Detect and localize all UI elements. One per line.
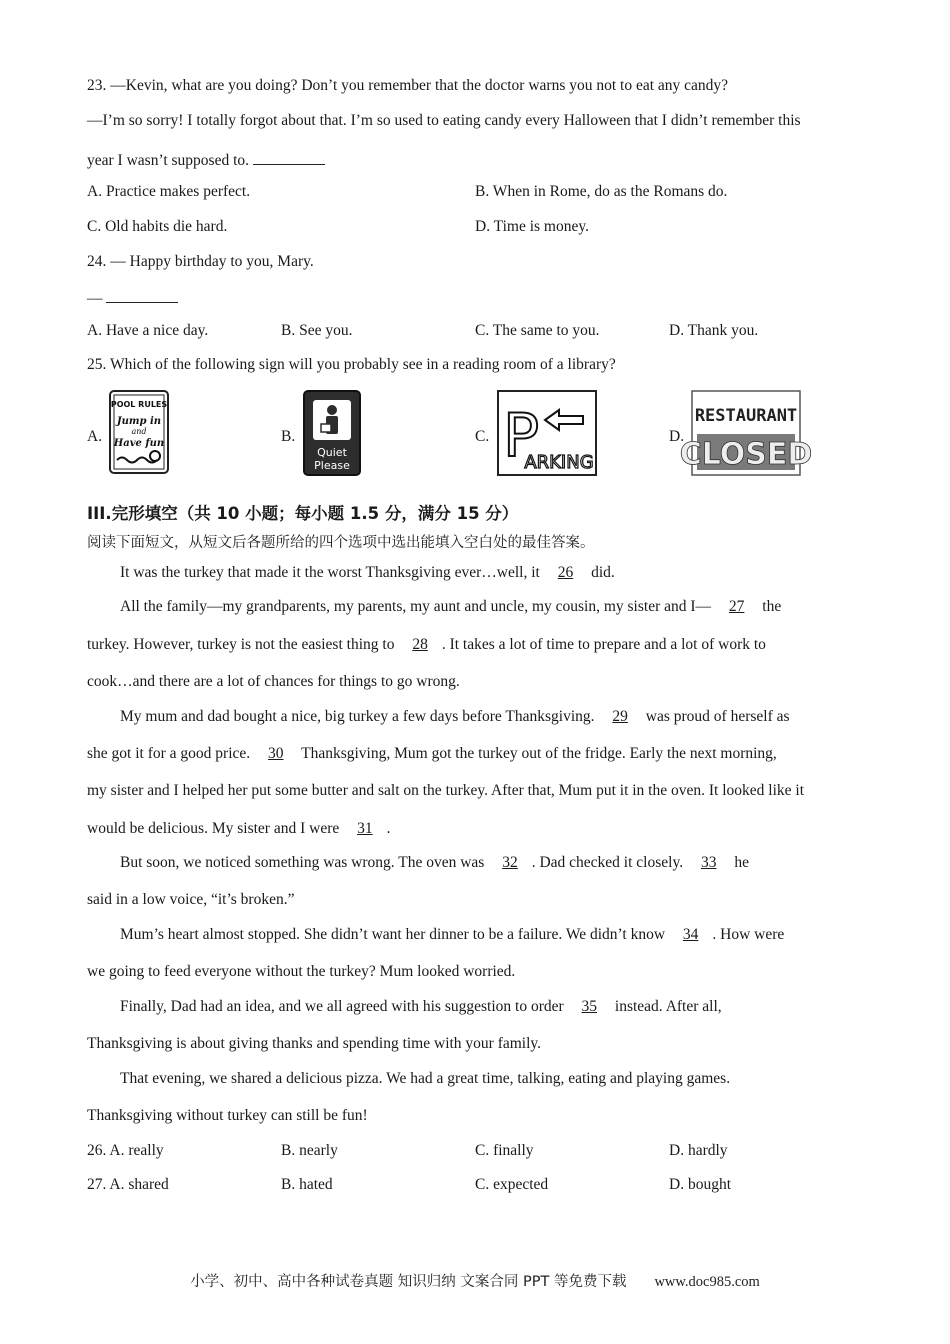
passage-text: Thanksgiving, Mum got the turkey out of the fridge. Early the next morning, [301, 745, 777, 762]
page-footer [0, 1270, 950, 1291]
pool-rules-text2: and [131, 427, 147, 436]
passage-text: It was the turkey that made it the worst Thanksgiving ever…well, it [120, 564, 540, 581]
passage-text: he [734, 854, 749, 871]
passage-text: . [386, 820, 391, 837]
passage-text: she got it for a good price. [87, 745, 251, 762]
q25-label-a: A. [87, 428, 103, 445]
restaurant-closed-sign [679, 390, 813, 476]
cloze-blank: 31 [357, 820, 373, 837]
passage-line: Thanksgiving is about giving thanks and spending time with your family. [87, 1035, 542, 1052]
q24-line1: 24. — Happy birthday to you, Mary. [87, 253, 314, 270]
passage-text: Mum’s heart almost stopped. She didn’t want her dinner to be a failure. We didn’t know [120, 926, 666, 943]
q23-option-d: D. Time is money. [475, 218, 589, 235]
q26-option-b: B. nearly [281, 1142, 338, 1159]
q23-line3-text: year I wasn’t supposed to. [87, 152, 250, 169]
parking-sign [497, 390, 597, 476]
pool-rules-text1: Jump in [116, 416, 162, 427]
cloze-blank: 28 [412, 636, 428, 653]
passage-line: we going to feed everyone without the turkey? Mum looked worried. [87, 963, 516, 980]
please-text: Please [314, 459, 350, 472]
q27-option-d: D. bought [669, 1176, 731, 1193]
passage-line: cook…and there are a lot of chances for things to go wrong. [87, 673, 460, 690]
q24-option-d: D. Thank you. [669, 322, 759, 339]
passage-text: All the family—my grandparents, my parents, my aunt and uncle, my cousin, my sister and I— [120, 598, 712, 615]
cloze-blank: 26 [557, 564, 574, 581]
passage-text: would be delicious. My sister and I were [87, 820, 340, 837]
pool-rules-sign [109, 390, 169, 474]
passage-text: But soon, we noticed something was wrong. The oven was [120, 854, 485, 871]
passage-text: . It takes a lot of time to prepare and a lot of work to [441, 636, 766, 653]
passage-text: Finally, Dad had an idea, and we all agreed with his suggestion to order [120, 998, 564, 1015]
cloze-blank: 34 [682, 926, 699, 943]
quiet-please-sign [303, 390, 361, 476]
cloze-blank: 30 [268, 745, 284, 762]
answer-blank [106, 287, 178, 303]
q23-line2: —I’m so sorry! I totally forgot about that. I’m so used to eating candy every Halloween that I didn’t remember this [87, 112, 801, 129]
q24-line2 [87, 287, 178, 308]
q23-line3 [87, 149, 325, 170]
cloze-blank: 29 [612, 708, 628, 725]
q27-option-c: C. expected [475, 1176, 549, 1193]
q27-option-b: B. hated [281, 1176, 333, 1193]
q25-label-c: C. [475, 428, 490, 445]
passage-line [120, 998, 722, 1016]
q23-option-c: C. Old habits die hard. [87, 218, 228, 235]
passage-text: My mum and dad bought a nice, big turkey a few days before Thanksgiving. [120, 708, 595, 725]
passage-text: . How were [712, 926, 785, 943]
q27-option-a: 27. A. shared [87, 1176, 169, 1193]
q24-option-b: B. See you. [281, 322, 353, 339]
passage-text: was proud of herself as [645, 708, 790, 725]
cloze-blank: 27 [728, 598, 745, 615]
q25-label-b: B. [281, 428, 296, 445]
passage-line: That evening, we shared a delicious pizza. We had a great time, talking, eating and playing games. [120, 1070, 731, 1087]
q25-label-d: D. [669, 428, 685, 445]
passage-line: my sister and I helped her put some butter and salt on the turkey. After that, Mum put it in the oven. It looked like it [87, 782, 805, 799]
passage-line [120, 926, 784, 944]
cloze-blank: 35 [581, 998, 598, 1015]
q23-option-a: A. Practice makes perfect. [87, 183, 251, 200]
q25-question: 25. Which of the following sign will you probably see in a reading room of a library? [87, 356, 616, 373]
passage-text: the [762, 598, 782, 615]
q24-option-c: C. The same to you. [475, 322, 600, 339]
pool-rules-title: POOL RULES [110, 400, 168, 409]
q23-line1: 23. —Kevin, what are you doing? Don’t you remember that the doctor warns you not to eat any candy? [87, 77, 729, 94]
passage-line [87, 820, 391, 838]
passage-line [87, 745, 777, 763]
footer-url[interactable]: www.doc985.com [654, 1274, 760, 1290]
quiet-text: Quiet [317, 446, 347, 459]
restaurant-text: RESTAURANT [694, 406, 798, 426]
passage-line [120, 708, 790, 726]
parking-word: ARKING [524, 452, 594, 473]
passage-line [120, 598, 781, 616]
q26-option-c: C. finally [475, 1142, 534, 1159]
q24-option-a: A. Have a nice day. [87, 322, 209, 339]
passage-line [120, 564, 615, 582]
q26-option-a: 26. A. really [87, 1142, 164, 1159]
section-instruction: 阅读下面短文，从短文后各题所给的四个选项中选出能填入空白处的最佳答案。 [87, 535, 595, 551]
passage-line [87, 636, 766, 654]
passage-text: instead. After all, [614, 998, 722, 1015]
passage-line: said in a low voice, “it’s broken.” [87, 891, 295, 908]
parking-letter: P [503, 401, 540, 471]
reader-icon [327, 405, 337, 415]
pool-rules-text3: Have fun [113, 438, 165, 449]
passage-line: Thanksgiving without turkey can still be fun! [87, 1107, 368, 1124]
passage-text: did. [591, 564, 615, 581]
cloze-blank: 33 [700, 854, 717, 871]
q26-option-d: D. hardly [669, 1142, 728, 1159]
closed-text: CLOSED [679, 437, 813, 472]
passage-text: turkey. However, turkey is not the easiest thing to [87, 636, 395, 653]
q24-dash: — [87, 290, 103, 307]
passage-text: . Dad checked it closely. [531, 854, 684, 871]
q23-option-b: B. When in Rome, do as the Romans do. [475, 183, 728, 200]
footer-text: 小学、初中、高中各种试卷真题 知识归纳 文案合同 PPT 等免费下载 [190, 1274, 627, 1290]
answer-blank [253, 149, 325, 165]
section-title [87, 500, 518, 524]
cloze-blank: 32 [502, 854, 518, 871]
section-title-text: 完形填空（共 10 小题；每小题 1.5 分，满分 15 分） [111, 504, 519, 523]
passage-line [120, 854, 749, 872]
section-number: III. [87, 504, 112, 523]
